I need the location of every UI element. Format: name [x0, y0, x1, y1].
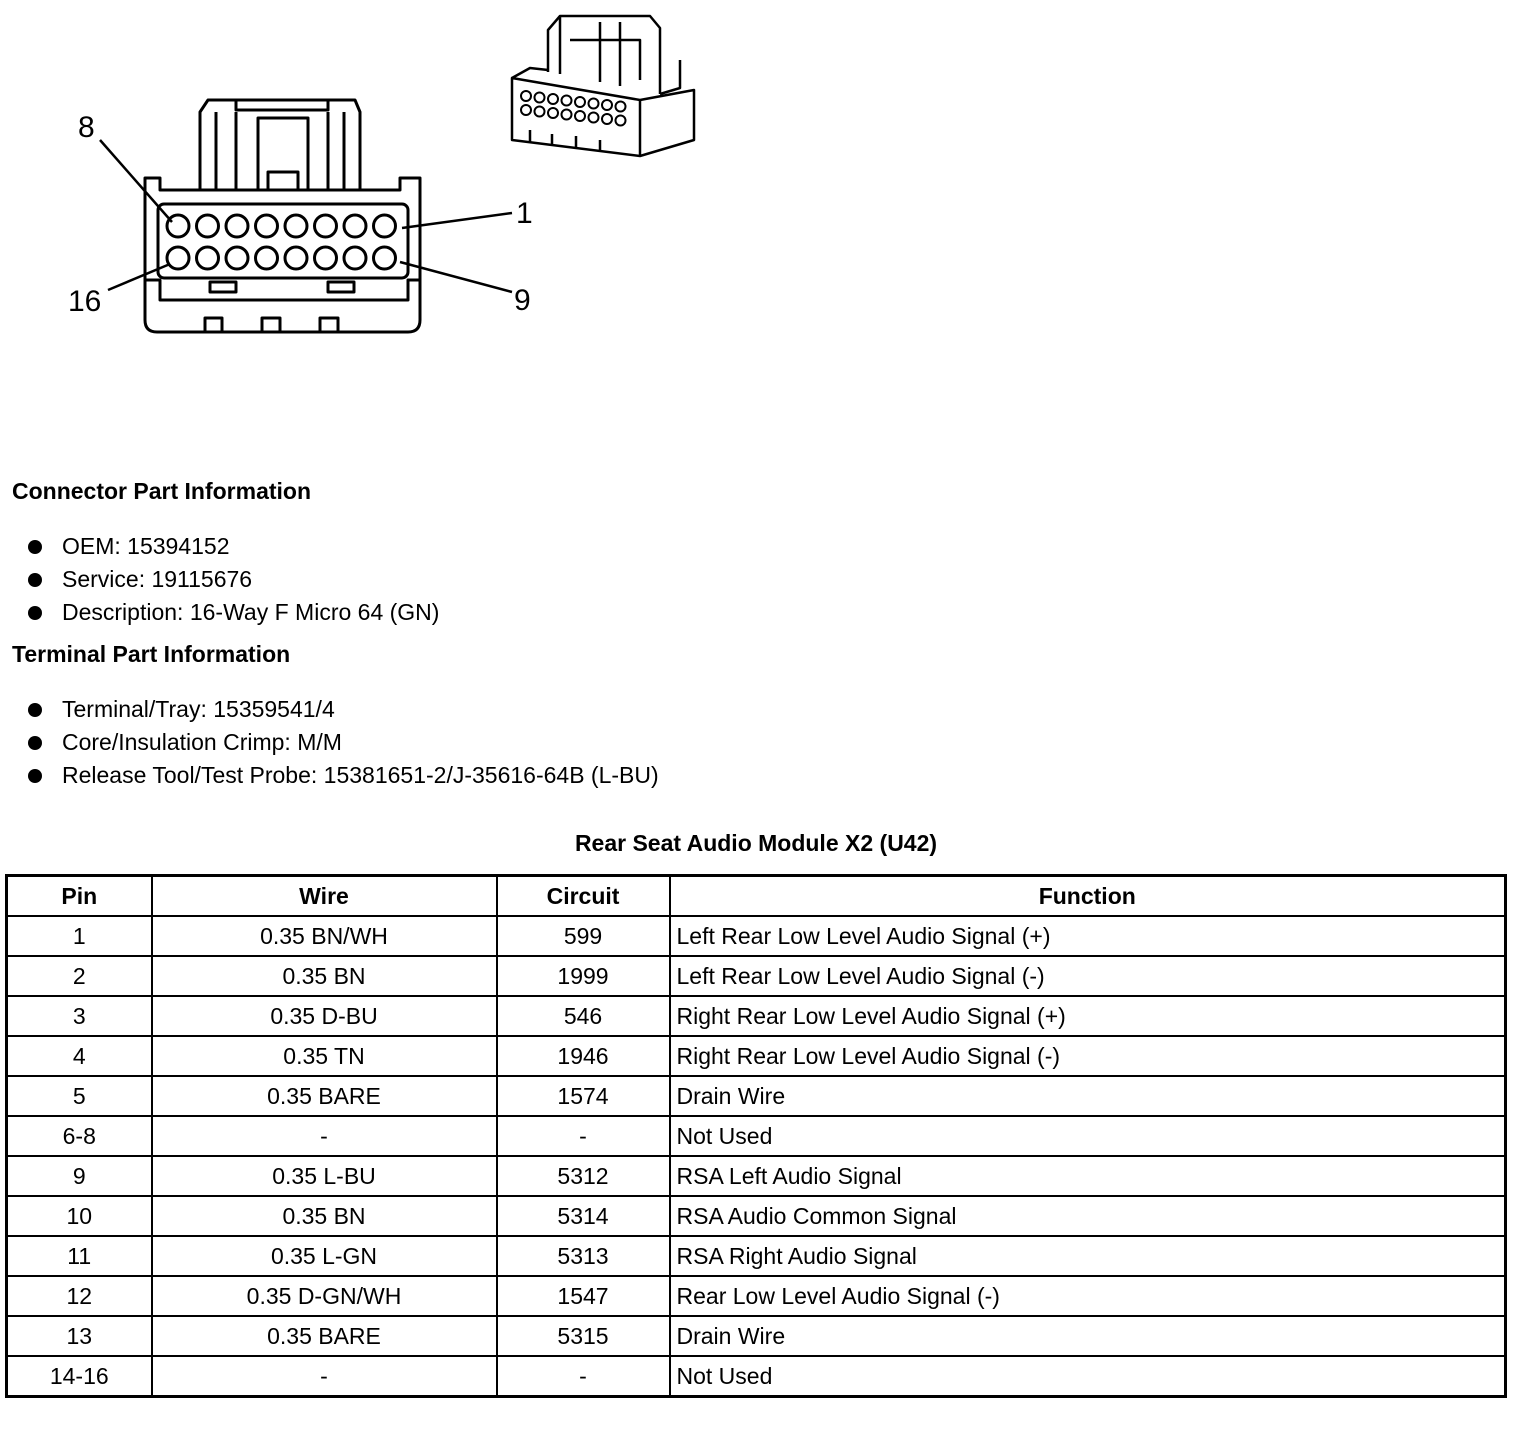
iso-pin-cavity	[589, 99, 599, 109]
table-row	[7, 1036, 1506, 1076]
cell-pin: 5	[7, 1076, 152, 1116]
leader-line-9	[400, 262, 512, 292]
pin-cavity	[344, 215, 366, 237]
pin-label-8: 8	[78, 111, 95, 144]
pin-cavity	[344, 247, 366, 269]
cell-wire: 0.35 L-BU	[152, 1156, 497, 1196]
connector-info-oem: OEM: 15394152	[28, 530, 439, 563]
cell-wire: 0.35 BN/WH	[152, 916, 497, 956]
cell-pin: 13	[7, 1316, 152, 1356]
cell-wire: 0.35 D-GN/WH	[152, 1276, 497, 1316]
table-title: Rear Seat Audio Module X2 (U42)	[574, 830, 938, 856]
iso-pin-cavity	[616, 102, 626, 112]
cell-pin: 10	[7, 1196, 152, 1236]
cell-wire: 0.35 BARE	[152, 1076, 497, 1116]
cell-circuit: 1574	[497, 1076, 670, 1116]
iso-pin-cavity	[589, 113, 599, 123]
iso-pin-cavity	[616, 116, 626, 126]
cell-pin: 11	[7, 1236, 152, 1276]
iso-pin-cavity	[562, 96, 572, 106]
terminal-info-crimp: Core/Insulation Crimp: M/M	[28, 726, 659, 759]
cell-wire: 0.35 D-BU	[152, 996, 497, 1036]
table-row	[7, 1316, 1506, 1356]
cell-circuit: 5312	[497, 1156, 670, 1196]
table-row	[7, 1236, 1506, 1276]
connector-diagram	[0, 0, 760, 360]
cell-circuit: -	[497, 1116, 670, 1156]
cell-circuit: 546	[497, 996, 670, 1036]
cell-wire: -	[152, 1356, 497, 1397]
table-row	[7, 1276, 1506, 1316]
connector-info-list	[28, 530, 439, 629]
cell-pin: 2	[7, 956, 152, 996]
cell-circuit: 5313	[497, 1236, 670, 1276]
cell-wire: 0.35 BARE	[152, 1316, 497, 1356]
cell-pin: 12	[7, 1276, 152, 1316]
cell-wire: 0.35 L-GN	[152, 1236, 497, 1276]
header-wire: Wire	[152, 876, 497, 917]
cell-circuit: 1946	[497, 1036, 670, 1076]
pin-cavity	[285, 247, 307, 269]
connector-info-service: Service: 19115676	[28, 563, 439, 596]
iso-pin-cavity	[575, 111, 585, 121]
pin-cavity	[226, 247, 248, 269]
pin-label-1: 1	[516, 197, 533, 230]
pin-cavity	[374, 247, 396, 269]
iso-pin-cavity	[535, 107, 545, 117]
iso-pin-cavity	[548, 108, 558, 118]
terminal-info-release-tool: Release Tool/Test Probe: 15381651-2/J-35616-64B (L-BU)	[28, 759, 659, 792]
table-row	[7, 1356, 1506, 1397]
cell-function: Drain Wire	[670, 1316, 1506, 1356]
table-row	[7, 996, 1506, 1036]
cell-function: RSA Right Audio Signal	[670, 1236, 1506, 1276]
pin-cavity	[226, 215, 248, 237]
terminal-info-tray: Terminal/Tray: 15359541/4	[28, 693, 659, 726]
connector-isometric-view	[512, 16, 694, 156]
terminal-info-list	[28, 693, 659, 792]
cell-function: RSA Audio Common Signal	[670, 1196, 1506, 1236]
iso-pin-cavity	[602, 100, 612, 110]
header-circuit: Circuit	[497, 876, 670, 917]
iso-pin-cavity	[602, 114, 612, 124]
header-pin: Pin	[7, 876, 152, 917]
cell-pin: 3	[7, 996, 152, 1036]
table-row	[7, 916, 1506, 956]
cell-wire: 0.35 BN	[152, 956, 497, 996]
cell-wire: 0.35 TN	[152, 1036, 497, 1076]
pin-label-9: 9	[514, 284, 531, 317]
iso-pin-cavity	[575, 97, 585, 107]
table-row	[7, 1156, 1506, 1196]
pin-cavity	[374, 215, 396, 237]
cell-function: Rear Low Level Audio Signal (-)	[670, 1276, 1506, 1316]
iso-pin-cavity	[535, 93, 545, 103]
cell-function: Right Rear Low Level Audio Signal (+)	[670, 996, 1506, 1036]
cell-circuit: 1999	[497, 956, 670, 996]
connector-latch	[200, 100, 360, 190]
cell-circuit: 5314	[497, 1196, 670, 1236]
cell-circuit: 599	[497, 916, 670, 956]
pin-cavity	[315, 247, 337, 269]
pin-cavities	[167, 215, 396, 269]
cell-function: Left Rear Low Level Audio Signal (+)	[670, 916, 1506, 956]
cell-function: Left Rear Low Level Audio Signal (-)	[670, 956, 1506, 996]
iso-pin-cavity	[521, 105, 531, 115]
header-function: Function	[670, 876, 1506, 917]
pinout-table	[5, 874, 1507, 1398]
pin-cavity	[315, 215, 337, 237]
table-row	[7, 1196, 1506, 1236]
cell-wire: 0.35 BN	[152, 1196, 497, 1236]
cell-function: Drain Wire	[670, 1076, 1506, 1116]
cell-circuit: -	[497, 1356, 670, 1397]
iso-pin-cavity	[562, 110, 572, 120]
cell-function: Not Used	[670, 1356, 1506, 1397]
pin-cavity	[197, 247, 219, 269]
connector-info-description: Description: 16-Way F Micro 64 (GN)	[28, 596, 439, 629]
connector-face-outline	[145, 178, 420, 332]
table-row	[7, 956, 1506, 996]
pin-cavity	[256, 215, 278, 237]
connector-info-title: Connector Part Information	[12, 478, 312, 504]
table-row	[7, 1116, 1506, 1156]
cell-pin: 14-16	[7, 1356, 152, 1397]
pin-cavity	[256, 247, 278, 269]
cell-function: RSA Left Audio Signal	[670, 1156, 1506, 1196]
iso-pin-cavities	[521, 91, 626, 126]
iso-pin-cavity	[521, 91, 531, 101]
cell-circuit: 1547	[497, 1276, 670, 1316]
pin-cavity	[285, 215, 307, 237]
pin-cavity	[167, 247, 189, 269]
cell-function: Not Used	[670, 1116, 1506, 1156]
iso-pin-cavity	[548, 94, 558, 104]
cell-pin: 6-8	[7, 1116, 152, 1156]
pin-label-16: 16	[68, 285, 102, 318]
cell-pin: 1	[7, 916, 152, 956]
table-header-row	[7, 876, 1506, 917]
cell-function: Right Rear Low Level Audio Signal (-)	[670, 1036, 1506, 1076]
cell-circuit: 5315	[497, 1316, 670, 1356]
table-row	[7, 1076, 1506, 1116]
cell-pin: 9	[7, 1156, 152, 1196]
pin-cavity	[197, 215, 219, 237]
cell-pin: 4	[7, 1036, 152, 1076]
cell-wire: -	[152, 1116, 497, 1156]
terminal-info-title: Terminal Part Information	[12, 641, 291, 667]
